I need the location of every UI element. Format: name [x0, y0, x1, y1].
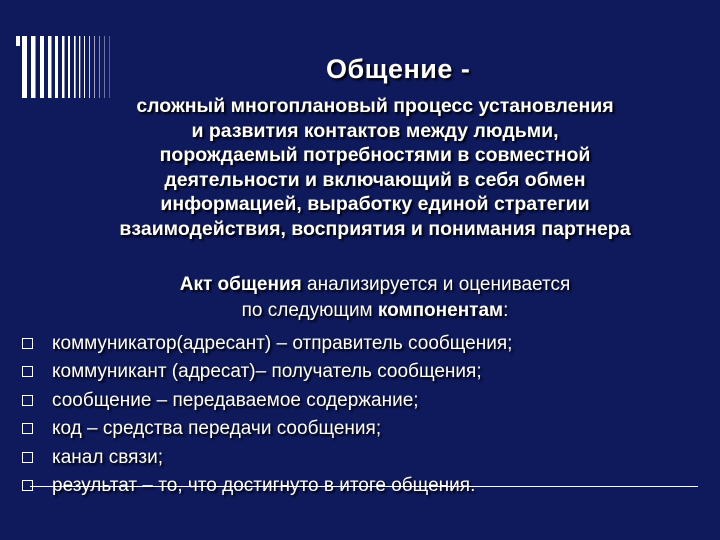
- list-item-text: сообщение – передаваемое содержание;: [52, 389, 419, 411]
- hollow-square-bullet-icon: [22, 395, 33, 406]
- intro-line-2: [80, 298, 670, 324]
- definition-line: информацией, выработку единой стратегии: [160, 193, 590, 215]
- definition-line: сложный многоплановый процесс установления: [136, 95, 614, 117]
- list-item: [20, 358, 512, 386]
- intro-line-1: [80, 272, 670, 298]
- intro-line1-rest: анализируется и оценивается: [301, 274, 571, 295]
- hollow-square-bullet-icon: [22, 338, 33, 349]
- intro-line2-end: :: [503, 300, 509, 321]
- hollow-square-bullet-icon: [22, 452, 33, 463]
- definition-line: порождаемый потребностями в совместной: [159, 144, 591, 166]
- definition-text: [40, 94, 710, 241]
- list-item-text: коммуникант (адресат)– получатель сообщения;: [52, 361, 482, 383]
- decorative-bars-icon: [14, 36, 124, 98]
- list-item-text: канал связи;: [52, 446, 163, 468]
- definition-line: взаимодействия, восприятия и понимания партнера: [119, 217, 631, 240]
- list-item-text: результат – то, что достигнуто в итоге общения.: [52, 474, 476, 496]
- list-item: [20, 415, 512, 443]
- list-item: [20, 330, 512, 358]
- hollow-square-bullet-icon: [22, 423, 33, 434]
- list-item: [20, 387, 512, 415]
- definition-line: деятельности и включающий в себя обмен: [164, 168, 586, 191]
- intro-bold-word: компонентам: [377, 300, 504, 321]
- components-list: [20, 330, 512, 500]
- definition-line: и развития контактов между людьми,: [191, 119, 559, 142]
- list-item-text: коммуникатор(адресант) – отправитель сообщения;: [52, 333, 513, 354]
- hollow-square-bullet-icon: [22, 366, 33, 377]
- list-item-text: код – средства передачи сообщения;: [52, 418, 382, 440]
- intro-line2-start: по следующим: [241, 300, 378, 321]
- components-intro: [80, 272, 670, 324]
- intro-term: Акт общения: [179, 274, 302, 295]
- list-item: [20, 444, 512, 472]
- slide-title: Общение -: [326, 54, 471, 84]
- bottom-divider-line: [30, 486, 698, 487]
